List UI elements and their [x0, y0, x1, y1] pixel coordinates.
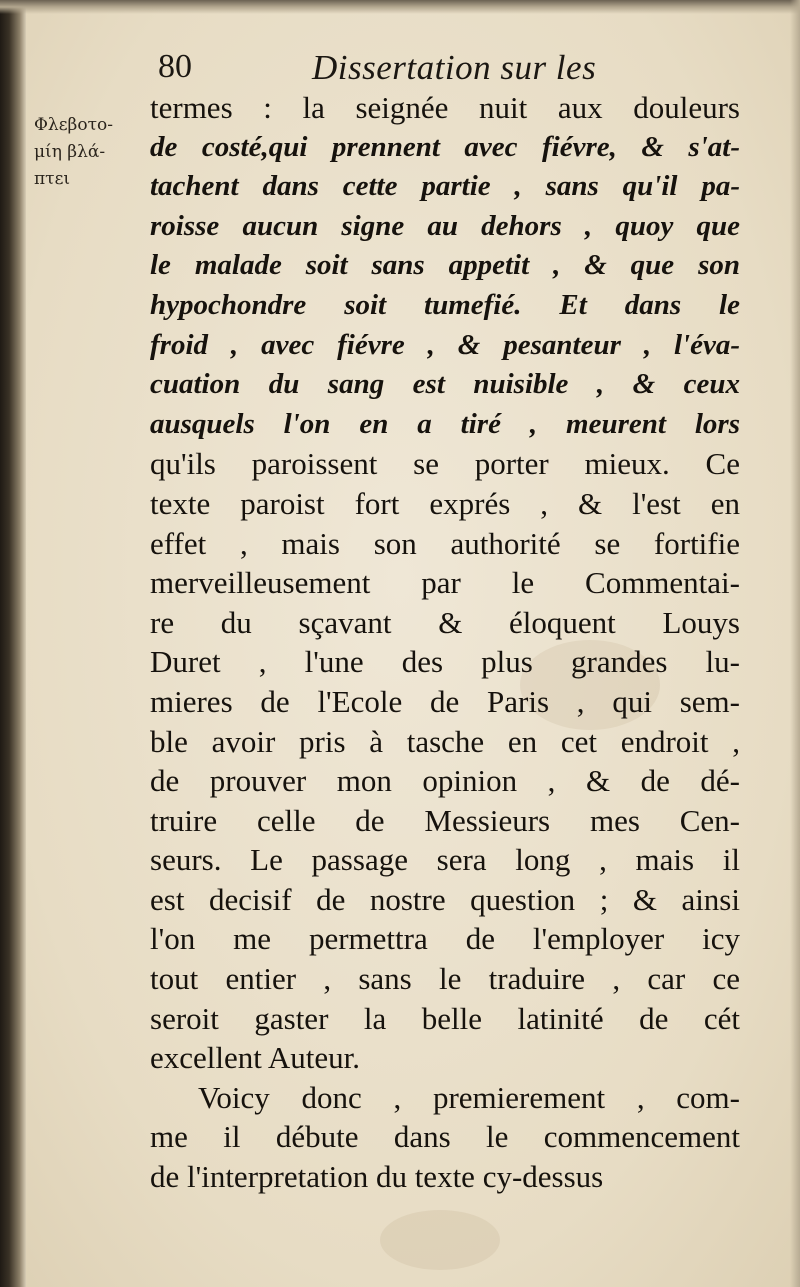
- text-line: cuation du sang est nuisible , & ceux: [150, 368, 740, 401]
- text-line: hypochondre soit tumefié. Et dans le: [150, 288, 740, 321]
- page-number: 80: [158, 48, 192, 85]
- text-line: termes : la seignée nuit aux douleurs: [150, 90, 740, 125]
- text-line: excellent Auteur.: [150, 1040, 361, 1076]
- text-line: me il débute dans le commencement: [150, 1119, 740, 1155]
- margin-note-line: πτει: [34, 169, 71, 189]
- body-text: [150, 88, 740, 1197]
- book-binding-edge: [0, 0, 26, 1287]
- text-line: roisse aucun signe au dehors , quoy que: [150, 209, 740, 242]
- text-line: Duret , l'une des plus grandes lu-: [150, 644, 740, 680]
- text-line: de prouver mon opinion , & de dé-: [150, 763, 740, 799]
- margin-note-line: Φλεβοτο-: [34, 115, 113, 135]
- text-line: mieres de l'Ecole de Paris , qui sem-: [150, 683, 740, 719]
- text-line: Voicy donc , premierement , com-: [198, 1079, 740, 1115]
- text-line: qu'ils paroissent se porter mieux. Ce: [150, 446, 740, 482]
- text-line: effet , mais son authorité se fortifie: [150, 525, 740, 561]
- margin-note: [34, 112, 134, 193]
- page-top-edge: [0, 0, 800, 14]
- paper-stain: [380, 1210, 500, 1270]
- text-line: seurs. Le passage sera long , mais il: [150, 842, 740, 878]
- text-line: l'on me permettra de l'employer icy: [150, 921, 740, 957]
- text-line: ausquels l'on en a tiré , meurent lors: [150, 407, 740, 440]
- text-line: re du sçavant & éloquent Louys: [150, 604, 740, 640]
- text-line: merveilleusement par le Commentai-: [150, 565, 740, 601]
- text-line: tout entier , sans le traduire , car ce: [150, 961, 740, 997]
- text-line: est decisif de nostre question ; & ainsi: [150, 881, 740, 917]
- text-line: ble avoir pris à tasche en cet endroit ,: [150, 723, 740, 759]
- text-line: le malade soit sans appetit , & que son: [150, 249, 740, 282]
- margin-note-line: μίη βλά-: [34, 142, 106, 162]
- text-line: de costé,qui prennent avec fiévre, & s'at-: [150, 130, 740, 163]
- text-line: texte paroist fort exprés , & l'est en: [150, 485, 740, 521]
- running-title: Dissertation sur les: [312, 48, 597, 87]
- text-line: truire celle de Messieurs mes Cen-: [150, 802, 740, 838]
- text-line: seroit gaster la belle latinité de cét: [150, 1000, 740, 1036]
- text-line: de l'interpretation du texte cy-dessus: [150, 1159, 604, 1195]
- text-line: froid , avec fiévre , & pesanteur , l'éva-: [150, 328, 740, 361]
- page-right-edge: [790, 0, 800, 1287]
- text-line: tachent dans cette partie , sans qu'il pa-: [150, 170, 740, 203]
